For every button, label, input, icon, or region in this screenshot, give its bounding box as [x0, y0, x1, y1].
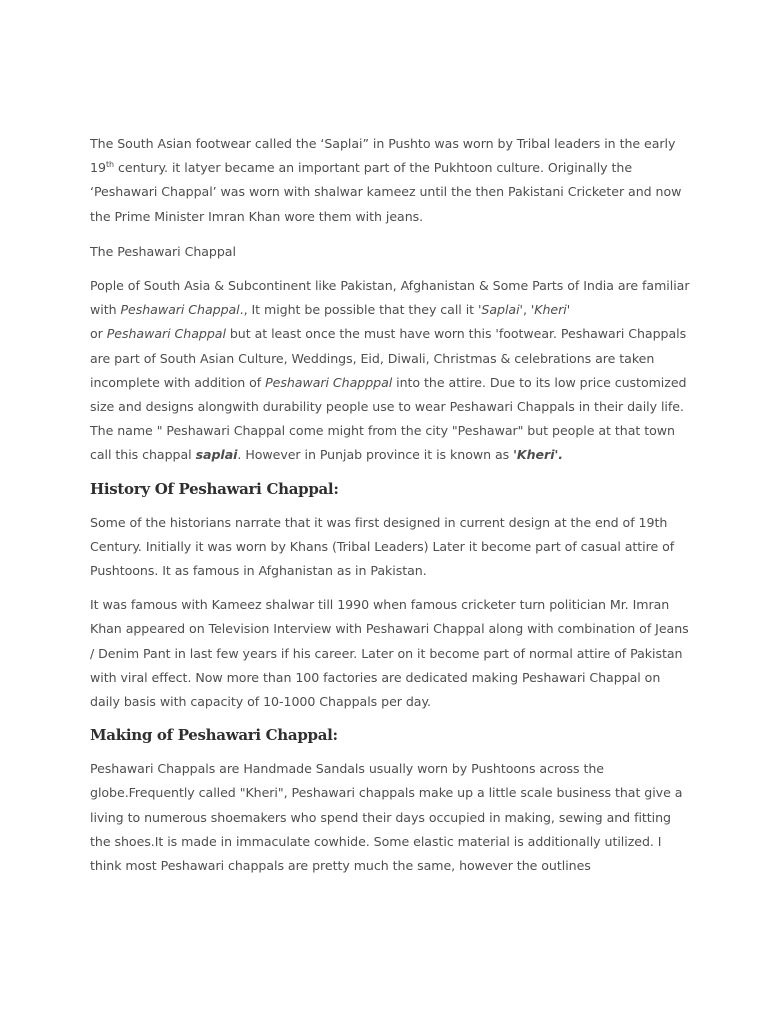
para2-italic-5: Peshawari Chapppal: [265, 374, 393, 390]
para2-bold-1: saplai: [195, 447, 238, 463]
section-subtitle: The Peshawari Chappal: [90, 243, 236, 259]
history-paragraph-1: Some of the historians narrate that it was first designed in current design at the end of 19th Century. Initially it was worn by Khans (Tribal Leaders) Later it become part of casual attire of Pushtoons. It as famous in Afghanistan as in Pakistan.: [90, 514, 675, 579]
intro-superscript: th: [105, 160, 115, 170]
para2-italic-4: Peshawari Chappal: [106, 326, 226, 342]
para2-italic-1: Peshawari Chappal: [120, 302, 240, 318]
para2-italic-2: 'Saplai': [478, 302, 523, 318]
history-heading: History Of Peshawari Chappal:: [90, 479, 339, 498]
para2-text-2: ., It might be possible that they call it: [239, 302, 478, 318]
document-page: [90, 132, 690, 888]
para2-text-4: or: [90, 326, 107, 342]
making-paragraph-1: Peshawari Chappals are Handmade Sandals usually worn by Pushtoons across the globe.Frequently called "Kheri", Peshawari chappals make up a little scale business that give a living to numerous shoemakers who spend their days occupied in making, sewing and fitting the shoes.It is made in immaculate cowhide. Some elastic material is additionally utilized. I think most Peshawari chappals are pretty much the same, however the outlines: [90, 761, 683, 874]
intro-paragraph: [90, 132, 690, 229]
para2-text-7: . However in Punjab province it is known as: [237, 447, 514, 463]
para2-text-1: Pople of South Asia & Subcontinent like Pakistan, Afghanistan & Some Parts of India are familiar with: [90, 278, 690, 318]
para2-text-5: but at least once the must have worn this 'footwear. Peshawari Chappals are part of South Asian Culture, Weddings, Eid, Diwali, Christmas & celebrations are taken incomplete with addition of: [90, 326, 687, 390]
para2-text-6: into the attire. Due to its low price customized size and designs alongwith durability people use to wear Peshawari Chappals in their daily life. The name " Peshawari Chappal come might from the city "Peshawar" but people at that town call this chappal: [90, 374, 687, 463]
intro-text-2: century. it latyer became an important part of the Pukhtoon culture. Originally the ‘Peshawari Chappal’ was worn with shalwar kameez until the then Pakistani Cricketer and now the Prime Minister Imran Khan wore them with jeans.: [90, 160, 682, 224]
making-heading: Making of Peshawari Chappal:: [90, 726, 338, 745]
intro-text-1: The South Asian footwear called the ‘Saplai” in Pushto was worn by Tribal leaders in the early 19: [90, 136, 676, 176]
peshawari-chappal-paragraph: [90, 274, 690, 468]
para2-bold-2: 'Kheri'.: [513, 447, 564, 463]
history-paragraph-2: It was famous with Kameez shalwar till 1990 when famous cricketer turn politician Mr. Imran Khan appeared on Television Interview with Peshawari Chappal along with combination of Jeans / Denim Pant in last few years if his career. Later on it become part of normal attire of Pakistan with viral effect. Now more than 100 factories are dedicated making Peshawari Chappal on daily basis with capacity of 10-1000 Chappals per day.: [90, 597, 689, 710]
para2-text-3: ,: [522, 302, 531, 318]
para2-italic-3: 'Kheri': [530, 302, 571, 318]
